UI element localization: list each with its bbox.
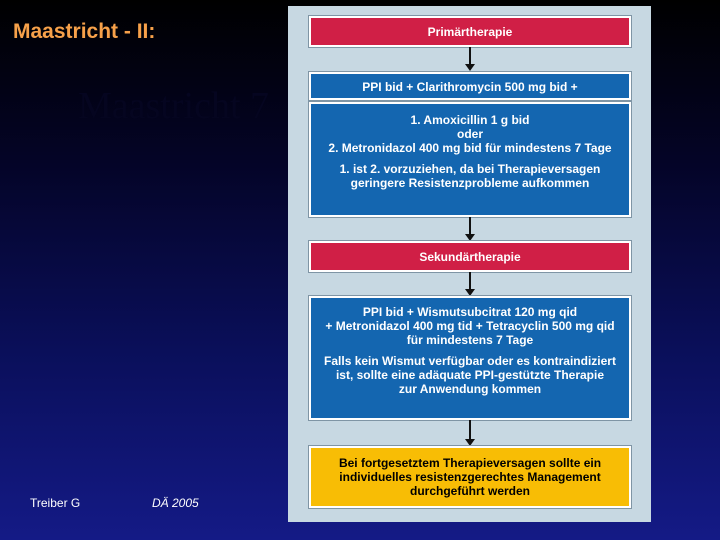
primary-note-line-1: 1. ist 2. vorzuziehen, da bei Therapieversagen <box>339 162 601 176</box>
final-line-2: individuelles resistenzgerechtes Management <box>339 470 601 484</box>
secondary-therapy-header-label: Sekundärtherapie <box>419 249 521 264</box>
final-line-3: durchgeführt werden <box>409 484 530 498</box>
secondary-note-line-2: ist, sollte eine adäquate PPI-gestützte Therapie <box>335 368 605 382</box>
primary-note-line-2: geringere Resistenzprobleme aufkommen <box>350 176 590 190</box>
arrow-down-1 <box>469 47 471 64</box>
final-recommendation-box <box>309 446 631 508</box>
arrow-down-4 <box>469 420 471 439</box>
primary-options-box <box>309 102 631 217</box>
secondary-regimen-line-3: für mindestens 7 Tage <box>406 333 534 347</box>
primary-therapy-header-label: Primärtherapie <box>427 24 513 39</box>
primary-regimen-box <box>309 72 631 100</box>
primary-option-2: 2. Metronidazol 400 mg bid für mindestens 7 Tage <box>328 141 612 155</box>
therapy-flowchart <box>288 6 651 522</box>
secondary-regimen-line-1: PPI bid + Wismutsubcitrat 120 mg qid <box>362 305 578 319</box>
footer-author: Treiber G <box>30 496 81 510</box>
primary-option-1: 1. Amoxicillin 1 g bid <box>410 113 530 127</box>
secondary-note-line-1: Falls kein Wismut verfügbar oder es kontraindiziert <box>324 354 616 368</box>
secondary-regimen-box <box>309 296 631 420</box>
primary-therapy-header <box>309 16 631 47</box>
footer-source: DÄ 2005 <box>152 496 199 510</box>
ghost-title: Maastricht 7 <box>78 85 270 127</box>
final-line-1: Bei fortgesetztem Therapieversagen sollte ein <box>338 456 602 470</box>
primary-regimen-text: PPI bid + Clarithromycin 500 mg bid + <box>362 80 578 94</box>
secondary-note-line-3: zur Anwendung kommen <box>398 382 542 396</box>
slide-title: Maastricht - II: <box>13 20 156 43</box>
primary-option-or: oder <box>456 127 483 141</box>
secondary-regimen-line-2: + Metronidazol 400 mg tid + Tetracyclin 500 mg qid <box>325 319 615 333</box>
arrow-down-3 <box>469 272 471 289</box>
secondary-therapy-header <box>309 241 631 272</box>
arrow-down-2 <box>469 217 471 234</box>
